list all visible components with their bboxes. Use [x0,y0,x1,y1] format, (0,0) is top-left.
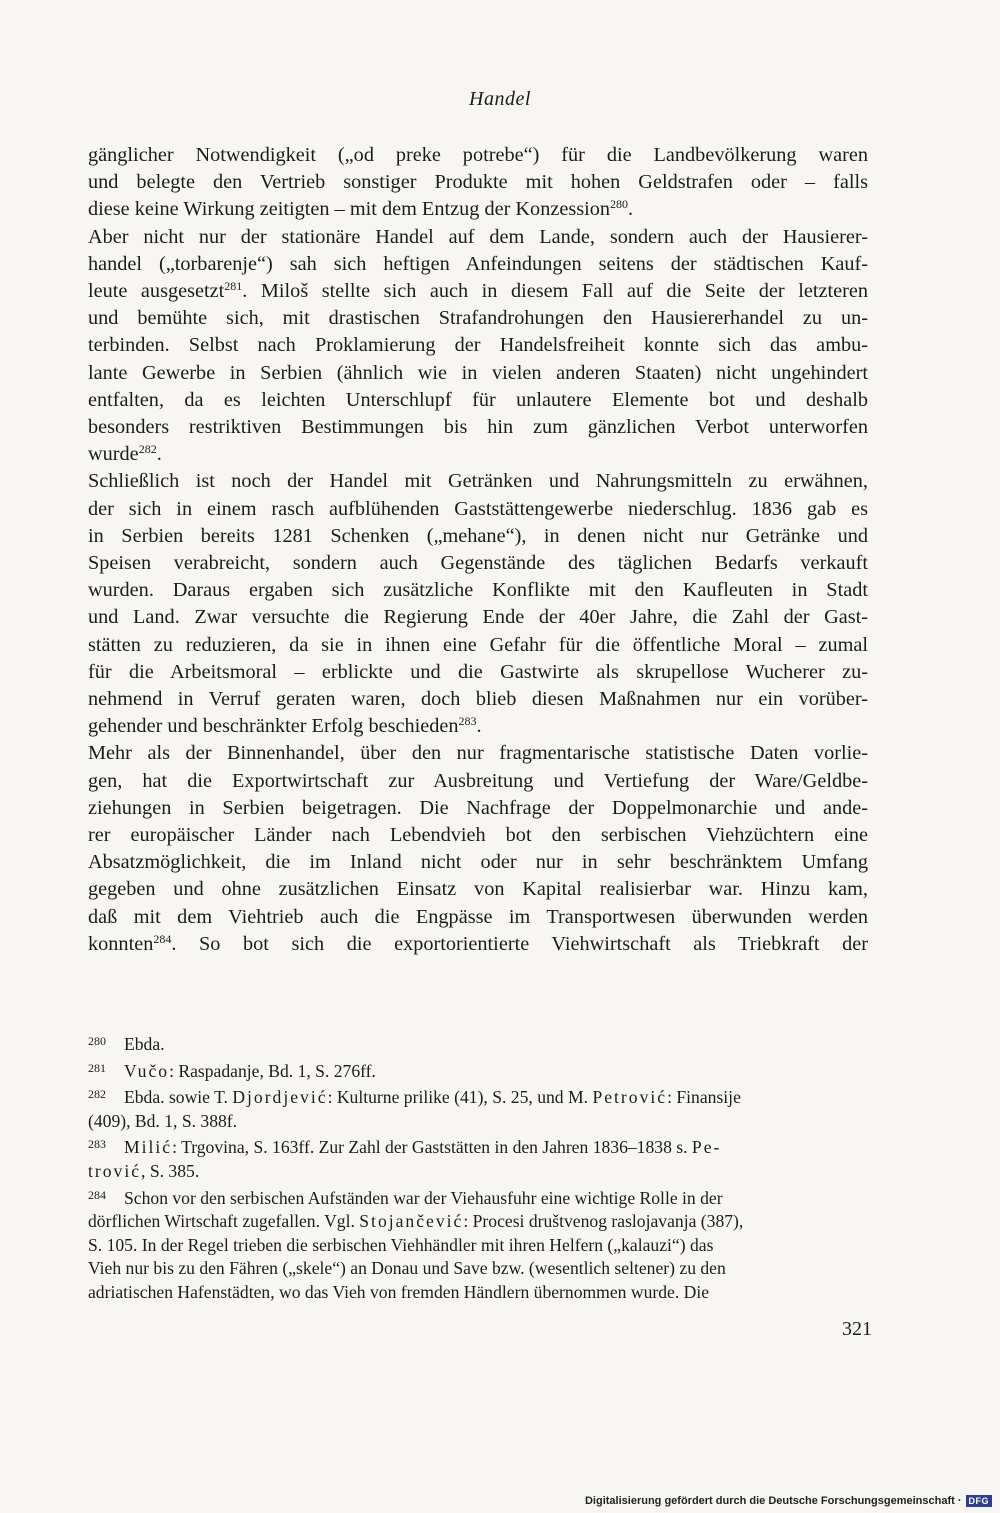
footnote-284 [88,1184,868,1305]
text-line: lante Gewerbe in Serbien (ähnlich wie in vielen anderen Staaten) nicht ungehindert [88,361,868,384]
footnote-author: Stojančević [359,1211,464,1232]
footnote-number: 280 [88,1034,106,1048]
running-head: Handel [469,88,531,110]
footnote-text: (409), Bd. 1, S. 388f. [88,1110,238,1131]
text-segment: wurde [88,443,139,466]
dfg-logo: DFG [966,1495,993,1507]
footnote-ref-284[interactable]: 284 [153,931,172,946]
footnote-ref-281[interactable]: 281 [224,279,243,294]
text-line [88,931,868,958]
footnote-text: dörflichen Wirtschaft zugefallen. Vgl. [88,1211,360,1232]
text-line: gegeben und ohne zusätzlichen Einsatz von Kapital realisierbar war. Hinzu kam, [88,878,868,901]
footnote-author: Vučo [124,1060,170,1081]
text-segment: . So bot sich die exportorientierte Viehwirtschaft als Triebkraft der [171,932,868,955]
text-line: ziehungen in Serbien beigetragen. Die Nachfrage der Doppelmonarchie und ande- [88,796,868,819]
text-line: stätten zu reduzieren, da sie in ihnen eine Gefahr für die öffentliche Moral – zumal [88,633,868,656]
text-segment: leute ausgesetzt [88,280,225,303]
text-line: und bemühte sich, mit drastischen Strafandrohungen den Hausiererhandel zu un- [88,307,868,330]
page-number: 321 [842,1318,872,1340]
text-segment: . Miloš stellte sich auch in diesem Fall auf die Seite der letzteren [242,280,869,303]
footnote-author: Petrović [592,1087,668,1108]
text-line [88,196,868,223]
text-segment: gehender und beschränkter Erfolg beschieden [88,715,459,738]
text-segment: diese keine Wirkung zeitigten – mit dem Entzug der Konzession [88,198,611,221]
footnote-number: 281 [88,1060,106,1075]
text-segment: konnten [88,932,154,955]
footnote-text: : Raspadanje, Bd. 1, S. 276ff. [169,1060,376,1081]
text-segment: . [156,443,162,466]
footnote-text: Schon vor den serbischen Aufständen war der Viehausfuhr eine wichtige Rolle in der [124,1187,723,1208]
text-line [88,278,868,305]
text-line: handel („torbarenje“) sah sich heftigen Anfeindungen seitens der städtischen Kauf- [88,252,868,275]
footnote-text: : Procesi društvenog raslojavanja (387), [463,1211,744,1232]
footnote-number: 282 [88,1087,106,1102]
footnote-text: S. 105. In der Regel trieben die serbischen Viehhändler mit ihren Helfern („kalauzi“) das [88,1234,714,1255]
text-line: Schließlich ist noch der Handel mit Getränken und Nahrungsmitteln zu erwähnen, [88,470,868,493]
footnote-ref-283[interactable]: 283 [458,714,477,729]
text-line: in Serbien bereits 1281 Schenken („mehane“), in denen nicht nur Getränke und [88,524,868,547]
footnote-author: Milić [124,1137,173,1158]
text-line: Speisen verabreicht, sondern auch Gegenstände des täglichen Bedarfs verkauft [88,552,868,575]
text-line: Mehr als der Binnenhandel, über den nur fragmentarische statistische Daten vorlie- [88,742,868,765]
footnote-text: , S. 385. [141,1160,200,1181]
text-line [88,713,868,740]
footnote-author: Pe- [691,1137,722,1158]
footnote-text: : Kulturne prilike (41), S. 25, und M. [327,1087,593,1108]
main-text [88,142,868,958]
footnote-author: Djordjević [232,1087,328,1108]
footnote-text: : Finansije [667,1087,741,1108]
text-line: daß mit dem Viehtrieb auch die Engpässe im Transportwesen überwunden werden [88,905,868,928]
footnote-text: Ebda. sowie T. [124,1087,233,1108]
text-line: wurden. Daraus ergaben sich zusätzliche Konflikte mit den Kaufleuten in Stadt [88,579,868,602]
text-line: Aber nicht nur der stationäre Handel auf dem Lande, sondern auch der Hausierer- [88,225,868,248]
footnote-text: adriatischen Hafenstädten, wo das Vieh von fremden Händlern übernommen wurde. Die [88,1281,710,1302]
text-line: terbinden. Selbst nach Proklamierung der Handelsfreiheit konnte sich das ambu- [88,334,868,357]
footnote-text: Vieh nur bis zu den Fähren („skele“) an Donau und Save bzw. (wesentlich seltener) zu den [88,1258,726,1279]
footnote-text: Ebda. [124,1034,165,1054]
text-line: gen, hat die Exportwirtschaft zur Ausbreitung und Vertiefung der Ware/Geldbe- [88,769,868,792]
text-line [88,441,868,468]
footnotes [88,1030,868,1305]
text-line: der sich in einem rasch aufblühenden Gaststättengewerbe niederschlug. 1836 gab es [88,497,868,520]
text-line: für die Arbeitsmoral – erblickte und die Gastwirte als skrupellose Wucherer zu- [88,660,868,683]
text-line: nehmend in Verruf geraten waren, doch blieb diesen Maßnahmen nur ein vorüber- [88,688,868,711]
footnote-number: 284 [88,1187,106,1202]
footnote-281 [88,1057,868,1084]
text-line: rer europäischer Länder nach Lebendvieh bot den serbischen Viehzüchtern eine [88,824,868,847]
text-line: und belegte den Vertrieb sonstiger Produkte mit hohen Geldstrafen oder – falls [88,171,868,194]
text-segment: . [628,198,634,221]
footnote-280 [88,1030,868,1057]
digitization-notice: Digitalisierung gefördert durch die Deutsche Forschungsgemeinschaft · [584,1495,962,1507]
footnote-text: : Trgovina, S. 163ff. Zur Zahl der Gaststätten in den Jahren 1836–1838 s. [172,1137,692,1158]
text-segment: . [476,715,482,738]
text-line: und Land. Zwar versuchte die Regierung Ende der 40er Jahre, die Zahl der Gast- [88,606,868,629]
footnote-ref-280[interactable]: 280 [610,197,629,212]
digitization-footer [585,1495,992,1507]
text-line: besonders restriktiven Bestimmungen bis hin zum gänzlichen Verbot unterworfen [88,416,868,439]
footnote-283 [88,1133,868,1183]
footnote-number: 283 [88,1137,106,1152]
text-line: Absatzmöglichkeit, die im Inland nicht oder nur in sehr beschränktem Umfang [88,851,868,874]
text-line: gänglicher Notwendigkeit („od preke potrebe“) für die Landbevölkerung waren [88,144,868,166]
footnote-282 [88,1083,868,1133]
text-line: entfalten, da es leichten Unterschlupf für unlautere Elemente bot und deshalb [88,388,868,411]
footnote-author: trović [88,1160,142,1181]
footnote-ref-282[interactable]: 282 [138,442,157,457]
